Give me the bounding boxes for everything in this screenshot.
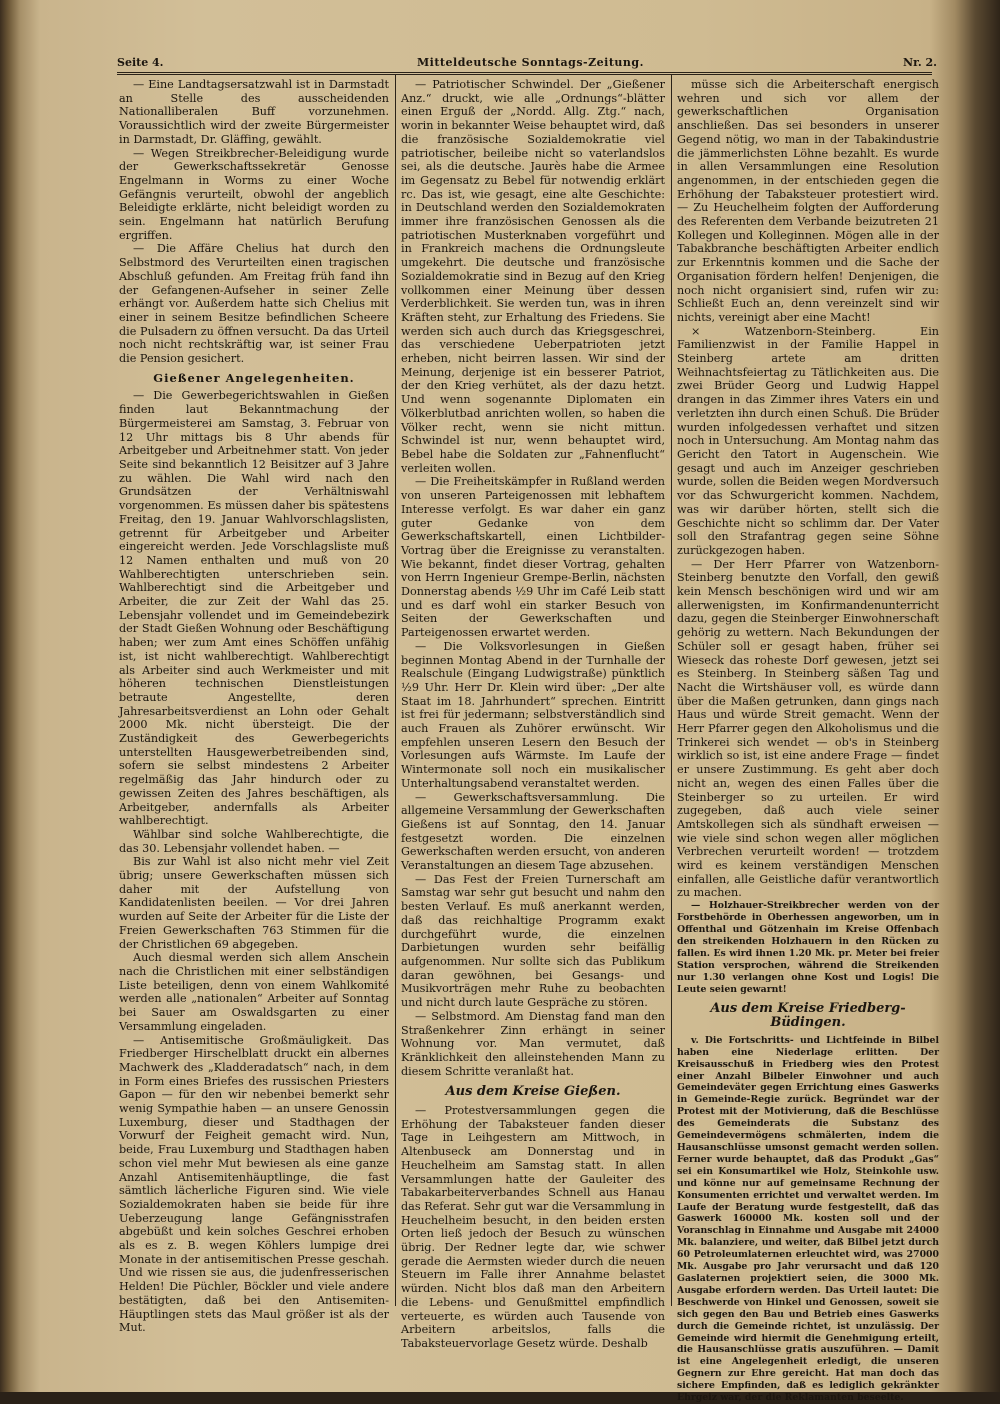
column-rule-1 [395,74,396,1306]
article-landtagsersatzwahl: — Eine Landtagsersatzwahl ist in Darmstadt an Stelle des ausscheidenden Nationalliberalen Buff vorzunehmen. Voraussichtlich wird der zweite Bürgermeister in Darmstadt, Dr. Gläffing, gewählt. [119,78,389,146]
article-freie-turnerschaft: — Das Fest der Freien Turnerschaft am Samstag war sehr gut besucht und nahm den besten Verlauf. Es muß anerkannt werden, daß das reichhaltige Programm exakt durchgeführt wurde, die einzelnen Darbietungen wurden sehr beifällig aufgenommen. Nur sollte sich das Publikum daran gewöhnen, bei Gesangs- und Musikvorträgen mehr Ruhe zu beobachten und nicht durch laute Gespräche zu stören. [401,872,665,1010]
article-freiheitskaempfer: — Die Freiheitskämpfer in Rußland werden von unseren Parteigenossen mit lebhaftem Interesse verfolgt. Es war daher ein ganz guter Gedanke von dem Gewerkschaftskartell, einen Lichtbilder-Vortrag über die Ereignisse zu veranstalten. Wie bekannt, findet dieser Vortrag, gehalten von Herrn Ingenieur Grempe-Berlin, nächsten Donnerstag abends ½9 Uhr im Café Leib statt und es darf wohl ein starker Besuch von Seiten der Gewerkschaften und Parteigenossen erwartet werden. [401,475,665,640]
section-heading-kreis-giessen: Aus dem Kreise Gießen. [445,1084,621,1100]
article-protestversammlungen: — Protestversammlungen gegen die Erhöhung der Tabaksteuer fanden dieser Tage in Leihgestern am Mittwoch, in Altenbuseck am Donnerstag und in Heuchelheim am Samstag statt. In allen Versammlungen hatte der Gauleiter des Tabakarbeiterverbandes Schnell aus Hanau das Referat. Sehr gut war die Versammlung in Heuchelheim besucht, in den beiden ersten Orten ließ jedoch der Besuch zu wünschen übrig. Der Redner legte dar, wie schwer gerade die Aermsten wieder durch die neuen Steuern im Falle ihrer Annahme belastet würden. Nicht blos daß man den Arbeitern die Lebens- und Genußmittel empfindlich verteuerte, es würden auch Tausende von Arbeitern arbeitslos, falls die Tabaksteuervorlage Gesetz würde. Deshalb [401,1104,665,1350]
section-heading-friedberg-buedingen: Aus dem Kreise Friedberg-Büdingen. [710,1001,906,1031]
article-gewerkschaftsversammlung: — Gewerkschaftsversammlung. Die allgemeine Versammlung der Gewerkschaften Gießens ist auf Sonntag, den 14. Januar festgesetzt worden. Die einzelnen Gewerkschaften werden ersucht, von anderen Veranstaltungen an diesem Tage abzusehen. [401,790,665,873]
article-christliche-liste: Auch diesmal werden sich allem Anschein nach die Christlichen mit einer selbständigen Liste beteiligen, denn von einem Wahlkomité werden alle „nationalen“ Arbeiter auf Sonntag bei Sauer am Oswaldsgarten zu einer Versammlung eingeladen. [119,951,389,1033]
column-rule-2 [671,74,672,1306]
article-selbstmord: — Selbstmord. Am Dienstag fand man den Straßenkehrer Zinn erhängt in seiner Wohnung vor. Man vermutet, daß Kränklichkeit den alleinstehenden Mann zu diesem Schritte veranlaßt hat. [401,1009,665,1078]
article-waehlbar: Wählbar sind solche Wahlberechtigte, die das 30. Lebensjahr vollendet haben. — [119,827,389,855]
column-3 [677,78,939,1404]
newspaper-title: Mitteldeutsche Sonntags-Zeitung. [417,56,644,69]
article-holzhauer-streikbrecher: — Holzhauer-Streikbrecher werden von der Forstbehörde in Oberhessen angeworben, um in Offenthal und Götzenhain im Kreise Offenbach den streikenden Holzhauern in den Rücken zu fallen. Es wird ihnen 1.20 Mk. pr. Meter bei freier Station versprochen, während die Streikenden nur 1.30 verlangen ohne Kost und Logis! Die Leute seien gewarnt! [677,900,939,995]
newspaper-page [105,48,950,1404]
article-bilbel-gaswerk: v. Die Fortschritts- und Lichtfeinde in Bilbel haben eine Niederlage erlitten. Der Kreisausschuß in Friedberg wies den Protest einer Anzahl Bilbeler Einwohner und auch Gemeindeväter gegen Errichtung eines Gaswerks in Gemeinde-Regie zurück. Begründet war der Protest mit der Motivierung, daß die Beschlüsse des Gemeinderats die Substanz des Gemeindevermögens schmälerten, indem die Hausanschlüsse umsonst gemacht werden sollen. Ferner wurde behauptet, daß das Produkt „Gas“ sei ein Konsumartikel wie Holz, Steinkohle usw. und könne nur auf gemeinsame Rechnung der Konsumenten errichtet und verwaltet werden. Im Laufe der Beratung wurde festgestellt, daß das Gaswerk 160000 Mk. kosten soll und der Voranschlag in Einnahme und Ausgabe mit 24000 Mk. balanziere, und weiter, daß Bilbel jetzt durch 60 Petroleumlaternen erleuchtet wird, was 27000 Mk. Ausgabe pro Jahr verursacht und daß 120 Gaslaternen projektiert seien, die 3000 Mk. Ausgabe erfordern werden. Das Urteil lautet: Die Beschwerde von Hinkel und Genossen, soweit sie sich gegen den Bau und Betrieb eines Gaswerks durch die Gemeinde richtet, ist unzulässig. Der Gemeinde wird hiermit die Genehmigung erteilt, die Hausanschlüsse gratis auszuführen. — Damit ist eine Angelegenheit erledigt, die unseren Gegnern zur Ehre gereicht. Hat man doch das sichere Empfinden, daß es lediglich gekränkter Ehrgeiz war, der die Reklamanten beseelte. [677,1034,939,1404]
column-2 [401,78,665,1350]
header-rule [117,72,932,73]
article-herr-pfarrer: — Der Herr Pfarrer von Watzenborn-Steinberg benutzte den Vorfall, den gewiß kein Mensch beschönigen wird und wir am allerwenigsten, im Konfirmandenunterricht dazu, gegen die Steinberger Einwohnerschaft gehörig zu wettern. Nach Bekundungen der Schüler soll er gesagt haben, früher sei Wieseck das roheste Dorf gewesen, jetzt sei es Steinberg. In Steinberg säßen Tag und Nacht die Wirtshäuser voll, es würde dann über die Maßen getrunken, dann gings nach Haus und würde Streit gemacht. Wenn der Herr Pfarrer gegen den Alkoholismus und die Trinkerei sich wendet — ob's in Steinberg wirklich so ist, ist eine andere Frage — findet er unsere Zustimmung. Es geht aber doch nicht an, wegen des einen Falles über die Steinberger so zu urteilen. Er wird zugegeben, daß auch viele seiner Amtskollegen sich als sündhaft erweisen — wie viele sind schon wegen aller möglichen Verbrechen verurteilt worden! — trotzdem wird es keinem verständigen Menschen einfallen, alle Geistliche dafür verantwortlich zu machen. [677,557,939,900]
article-watzenborn-steinberg: × Watzenborn-Steinberg. Ein Familienzwist in der Familie Happel in Steinberg artete am dritten Weihnachtsfeiertag zu Tätlichkeiten aus. Die zwei Brüder Georg und Ludwig Happel drangen in das Zimmer ihres Vaters ein und verletzten ihn durch einen Schuß. Die Brüder wurden infolgedessen verhaftet und sitzen noch in Untersuchung. Am Montag nahm das Gericht den Tatort in Augenschein. Wie gesagt und auch im Anzeiger geschrieben wurde, sollen die Beiden wegen Mordversuch vor das Schwurgericht kommen. Nachdem, was wir darüber hörten, stellt sich die Geschichte nicht so schlimm dar. Der Vater soll den Strafantrag gegen seine Söhne zurückgezogen haben. [677,324,939,557]
article-bis-zur-wahl: Bis zur Wahl ist also nicht mehr viel Zeit übrig; unsere Gewerkschaften müssen sich daher mit der Aufstellung von Kandidatenlisten beeilen. — Vor drei Jahren wurden auf Seite der Arbeiter für die Liste der Freien Gewerkschaften 763 Stimmen für die der Christlichen 69 abgegeben. [119,855,389,951]
issue-number: Nr. 2. [903,56,937,69]
header-rule-double [117,74,932,75]
article-patriotischer-schwindel: — Patriotischer Schwindel. Der „Gießener Anz.“ druckt, wie alle „Ordnungs“-blätter einen Erguß der „Nordd. Allg. Ztg.“ nach, worin in bekannter Weise behauptet wird, daß die französische Sozialdemokratie viel patriotischer, beileibe nicht so vaterlandslos sei, als die deutsche. Jaurès habe die Armee im Gegensatz zu Bebel für notwendig erklärt rc. Das ist, wie gesagt, eine alte Geschichte: in Deutschland werden den Sozialdemokraten immer ihre französischen Genossen als die patriotischen Musterknaben vorgeführt und in Frankreich machens die Ordnungsleute umgekehrt. Die deutsche und französische Sozialdemokratie sind in Bezug auf den Krieg vollkommen einer Meinung über dessen Verderblichkeit. Sie werden tun, was in ihren Kräften steht, zur Erhaltung des Friedens. Sie werden sich auch durch das Kriegsgeschrei, das verschiedene Ueberpatrioten jetzt erheben, nicht beirren lassen. Wir sind der Meinung, derjenige ist ein besserer Patriot, der den Krieg verhütet, als der dazu hetzt. Und wenn sogenannte Diplomaten ein Völkerblutbad anrichten wollen, so haben die Völker recht, wenn sie nicht mittun. Schwindel ist nur, wenn behauptet wird, Bebel habe die Soldaten zur „Fahnenflucht“ verleiten wollen. [401,78,665,475]
page-number: Seite 4. [117,56,164,69]
column-1 [119,78,389,1335]
section-heading-giessen: Gießener Angelegenheiten. [153,370,355,385]
article-antisemitische-grossmaeuligkeit: — Antisemitische Großmäuligkeit. Das Friedberger Hirschelblatt druckt ein albernes Machwerk des „Kladderadatsch“ nach, in dem in Form eines Briefes des russischen Priesters Gapon — für den wir nebenbei bemerkt sehr wenig Sympathie haben — an unsere Genossin Luxemburg, dieser und Stadthagen der Vorwurf der Feigheit gemacht wird. Nun, beide, Frau Luxemburg und Stadthagen haben schon viel mehr Mut bewiesen als eine ganze Anzahl Antisemitenhäuptlinge, die fast sämtlich lächerliche Figuren sind. Wie viele Sozialdemokraten haben sie beide für ihre Ueberzeugung lange Gefängnisstrafen abgebüßt und kein solches Geschrei erhoben als es z. B. wegen Köhlers lumpige drei Monate in der antisemitischen Presse geschah. Und wie rissen sie aus, die judenfresserischen Helden! Die Püchler, Böckler und viele andere bestätigten, daß bei den Antisemiten-Häuptlingen stets das Maul größer ist als der Mut. [119,1033,389,1335]
article-affaere-chelius: — Die Affäre Chelius hat durch den Selbstmord des Verurteilten einen tragischen Abschluß gefunden. Am Freitag früh fand ihn der Gefangenen-Aufseher in seiner Zelle erhängt vor. Außerdem hatte sich Chelius mit einer in seinem Besitze befindlichen Scheere die Pulsadern zu öffnen versucht. Da das Urteil noch nicht rechtskräftig war, ist seiner Frau die Pension gesichert. [119,242,389,366]
page-header [117,54,937,74]
article-tabakarbeiter-continued: müsse sich die Arbeiterschaft energisch wehren und sich vor allem der gewerkschaftlichen Organisation anschließen. Das sei besonders in unserer Gegend nötig, wo man in der Tabakindustrie die jämmerlichsten Löhne bezahlt. Es wurde in allen Versammlungen eine Resolution angenommen, in der entschieden gegen die Erhöhung der Tabaksteuer protestiert wird. — Zu Heuchelheim folgten der Aufforderung des Referenten dem Verbande beizutreten 21 Kollegen und Kolleginnen. Mögen alle in der Tabakbranche beschäftigten Arbeiter endlich zur Erkenntnis kommen und die Sache der Organisation fördern helfen! Denjenigen, die noch nicht organisiert sind, rufen wir zu: Schließt Euch an, denn vereinzelt sind wir nichts, vereinigt aber eine Macht! [677,78,939,324]
article-volksvorlesungen: — Die Volksvorlesungen in Gießen beginnen Montag Abend in der Turnhalle der Realschule (Eingang Ludwigstraße) pünktlich ½9 Uhr. Herr Dr. Klein wird über: „Der alte Staat im 18. Jahrhundert“ sprechen. Eintritt ist frei für jedermann; selbstverständlich sind auch Frauen als Zuhörer erwünscht. Wir empfehlen unseren Lesern den Besuch der Vorlesungen aufs Wärmste. Im Laufe der Wintermonate soll noch ein musikalischer Unterhaltungsabend veranstaltet werden. [401,639,665,790]
article-gewerbegerichtswahlen: — Die Gewerbegerichtswahlen in Gießen finden laut Bekanntmachung der Bürgermeisterei am Samstag, 3. Februar von 12 Uhr mittags bis 8 Uhr abends für Arbeitgeber und Arbeitnehmer statt. Von jeder Seite sind bekanntlich 12 Beisitzer auf 3 Jahre zu wählen. Die Wahl wird nach den Grundsätzen der Verhältniswahl vorgenommen. Es müssen daher bis spätestens Freitag, den 19. Januar Wahlvorschlagslisten, getrennt für Arbeitgeber und Arbeiter eingereicht werden. Jede Vorschlagsliste muß 12 Namen enthalten und muß von 20 Wahlberechtigten unterschrieben sein. Wahlberechtigt sind die Arbeitgeber und Arbeiter, die zur Zeit der Wahl das 25. Lebensjahr vollendet und im Gemeindebezirk der Stadt Gießen Wohnung oder Beschäftigung haben; wer zum Amt eines Schöffen unfähig ist, ist nicht wahlberechtigt. Wahlberechtigt als Arbeiter sind auch Werkmeister und mit höheren technischen Dienstleistungen betraute Angestellte, deren Jahresarbeitsverdienst an Lohn oder Gehalt 2000 Mk. nicht übersteigt. Die der Zuständigkeit des Gewerbegerichts unterstellten Hausgewerbetreibenden sind, sofern sie selbst mindestens 2 Arbeiter regelmäßig das Jahr hindurch oder zu gewissen Zeiten des Jahres beschäftigen, als Arbeitgeber, andernfalls als Arbeiter wahlberechtigt. [119,389,389,828]
article-streikbrecher-beleidigung: — Wegen Streikbrecher-Beleidigung wurde der Gewerkschaftssekretär Genosse Engelmann in Worms zu einer Woche Gefängnis verurteilt, obwohl der angeblich Beleidigte erklärte, nicht beleidigt worden zu sein. Engelmann hat natürlich Berufung ergriffen. [119,146,389,242]
